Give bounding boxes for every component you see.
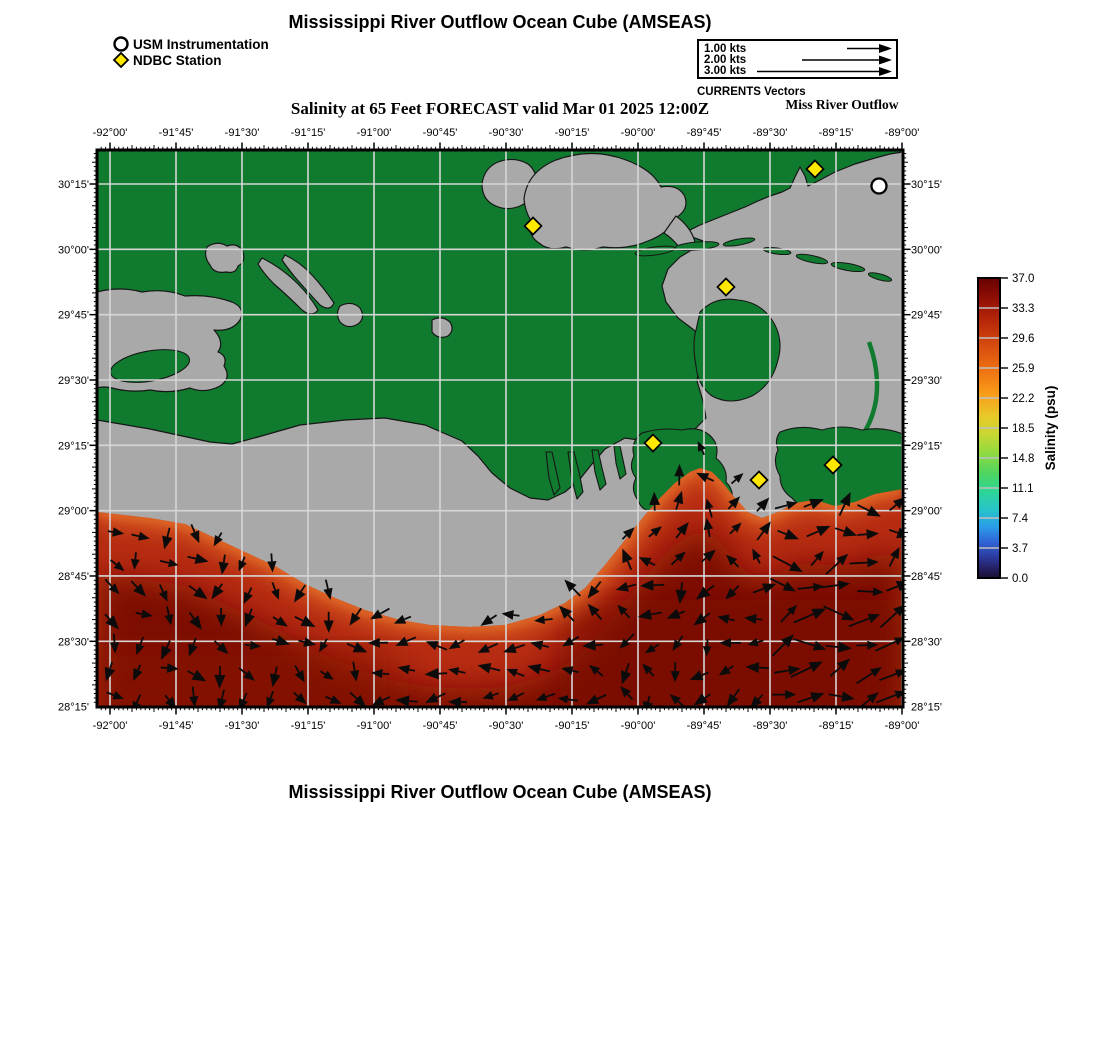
y-tick-label-right: 30°00' xyxy=(911,244,942,257)
salinity-colorbar xyxy=(978,273,1058,585)
x-tick-label-bottom: -90°30' xyxy=(488,720,524,732)
x-tick-label-bottom: -91°15' xyxy=(290,720,326,732)
x-tick-label-bottom: -91°00' xyxy=(356,720,392,732)
y-tick-label-left: 30°00' xyxy=(58,244,89,257)
x-tick-label-top: -89°15' xyxy=(818,127,854,139)
y-tick-label-right: 28°15' xyxy=(911,701,942,714)
small-lake-c xyxy=(432,318,452,337)
x-tick-label-bottom: -90°00' xyxy=(620,720,656,732)
y-tick-label-right: 28°30' xyxy=(911,636,942,649)
y-tick-label-left: 29°15' xyxy=(58,440,89,453)
bottom-title: Mississippi River Outflow Ocean Cube (AMSEAS) xyxy=(288,782,712,802)
colorbar-tick-label: 7.4 xyxy=(1012,513,1028,525)
colorbar-tick-label: 11.1 xyxy=(1012,483,1034,495)
x-tick-label-top: -90°30' xyxy=(488,127,524,139)
y-tick-label-left: 28°30' xyxy=(58,636,89,649)
colorbar-tick-label: 14.8 xyxy=(1012,453,1035,465)
x-tick-label-top: -91°45' xyxy=(158,127,194,139)
colorbar-tick-label: 29.6 xyxy=(1012,333,1035,345)
x-tick-label-bottom: -90°45' xyxy=(422,720,458,732)
x-tick-label-bottom: -90°15' xyxy=(554,720,590,732)
vector-legend-3kt-label: 3.00 kts xyxy=(704,65,747,77)
x-tick-label-bottom: -91°30' xyxy=(224,720,260,732)
colorbar-tick-label: 33.3 xyxy=(1012,303,1035,315)
y-tick-label-right: 29°15' xyxy=(911,440,942,453)
colorbar-tick-label: 0.0 xyxy=(1012,573,1028,585)
colorbar-tick-label: 22.2 xyxy=(1012,393,1035,405)
usm-legend-label: USM Instrumentation xyxy=(133,36,269,52)
vector-legend-2kt-label: 2.00 kts xyxy=(704,54,747,66)
x-tick-label-top: -90°45' xyxy=(422,127,458,139)
y-tick-label-right: 29°30' xyxy=(911,374,942,387)
y-tick-label-left: 29°30' xyxy=(58,374,89,387)
page-title: Mississippi River Outflow Ocean Cube (AMSEAS) xyxy=(288,12,712,32)
y-tick-label-left: 28°45' xyxy=(58,570,89,583)
y-tick-label-left: 30°15' xyxy=(58,179,89,191)
colorbar-tick-label: 3.7 xyxy=(1012,543,1028,555)
x-tick-label-top: -89°30' xyxy=(752,127,788,139)
y-tick-label-right: 28°45' xyxy=(911,570,942,583)
y-tick-label-left: 28°15' xyxy=(58,701,89,714)
colorbar-axis-label: Salinity (psu) xyxy=(1043,385,1058,471)
colorbar-tick-label: 18.5 xyxy=(1012,423,1035,435)
x-tick-label-bottom: -92°00' xyxy=(92,720,128,732)
x-tick-label-top: -91°15' xyxy=(290,127,326,139)
currents-caption: CURRENTS Vectors xyxy=(697,86,806,98)
x-tick-label-top: -89°45' xyxy=(686,127,722,139)
x-tick-label-top: -90°15' xyxy=(554,127,590,139)
x-tick-label-bottom: -89°30' xyxy=(752,720,788,732)
colorbar-tick-label: 37.0 xyxy=(1012,273,1035,285)
x-tick-label-top: -92°00' xyxy=(92,127,128,139)
ndbc-legend-label: NDBC Station xyxy=(133,52,222,68)
x-tick-label-top: -90°00' xyxy=(620,127,656,139)
vector-legend-1kt-label: 1.00 kts xyxy=(704,43,747,55)
y-tick-label-right: 30°15' xyxy=(911,179,942,191)
x-tick-label-top: -91°00' xyxy=(356,127,392,139)
x-tick-label-bottom: -89°15' xyxy=(818,720,854,732)
x-tick-label-top: -89°00' xyxy=(884,127,920,139)
x-tick-label-bottom: -89°45' xyxy=(686,720,722,732)
plot-subtitle: Salinity at 65 Feet FORECAST valid Mar 01 2025 12:00Z xyxy=(290,99,710,118)
x-tick-label-top: -91°30' xyxy=(224,127,260,139)
y-tick-label-left: 29°45' xyxy=(58,309,89,322)
y-tick-label-right: 29°00' xyxy=(911,505,942,518)
x-tick-label-bottom: -91°45' xyxy=(158,720,194,732)
colorbar-tick-label: 25.9 xyxy=(1012,363,1035,375)
usm-instrumentation-marker xyxy=(872,179,887,194)
y-tick-label-left: 29°00' xyxy=(58,505,89,518)
y-tick-label-right: 29°45' xyxy=(911,309,942,322)
miss-river-outflow-label: Miss River Outflow xyxy=(785,97,899,112)
x-tick-label-bottom: -89°00' xyxy=(884,720,920,732)
